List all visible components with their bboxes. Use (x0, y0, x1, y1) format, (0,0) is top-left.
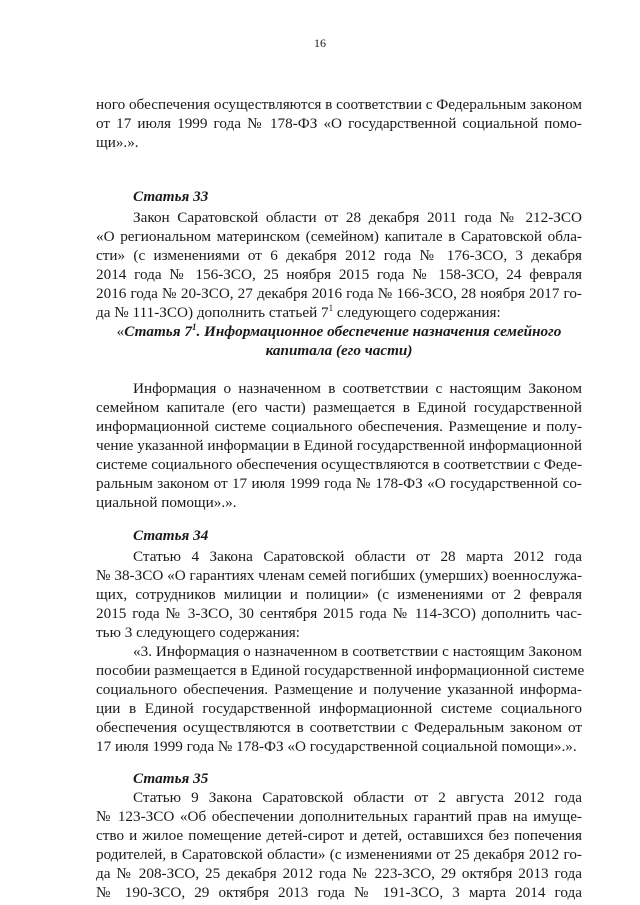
article-7-1-title-sup: 1 (191, 322, 197, 332)
article-7-1-para-line-4: чение указанной информации в Единой государственной информационной (96, 437, 582, 454)
article-35-line-1: Статью 9 Закона Саратовской области от 2 августа 2012 года (133, 789, 582, 806)
article-34-quote-line-1: «3. Информация о назначенном в соответствии с настоящим Законом (133, 643, 582, 660)
article-33-line-3: сти» (с изменениями от 6 декабря 2012 года № 176-ЗСО, 3 декабря (96, 247, 582, 264)
article-34-line-5: тью 3 следующего содержания: (96, 624, 300, 641)
intro-line-2: от 17 июля 1999 года № 178-ФЗ «О государственной социальной помо- (96, 115, 582, 132)
article-7-1-para-line-7: циальной помощи».». (96, 494, 237, 511)
article-34-line-3: щих, сотрудников милиции и полиции» (с изменениями от 2 февраля (96, 586, 582, 603)
article-7-1-title-a: Статья 7 (124, 323, 192, 340)
article-34-line-2: № 38-ЗСО «О гарантиях членам семей погибших (умерших) военнослужа- (96, 567, 582, 584)
article-35-line-6: № 190-ЗСО, 29 октября 2013 года № 191-ЗСО, 3 марта 2014 года (96, 884, 582, 901)
intro-line-3: щи».». (96, 134, 139, 151)
article-34-quote-line-6: 17 июля 1999 года № 178-ФЗ «О государственной социальной помощи».». (96, 738, 577, 755)
page-number: 16 (314, 36, 326, 50)
article-35-line-3: ство и жилое помещение детей-сирот и детей, оставшихся без попечения (96, 827, 582, 844)
article-7-1-para-line-6: ральным законом от 17 июля 1999 года № 178-ФЗ «О государственной со- (96, 475, 582, 492)
intro-line-1: ного обеспечения осуществляются в соответствии с Федеральным законом (96, 96, 582, 113)
article-33-line-1: Закон Саратовской области от 28 декабря 2011 года № 212-ЗСО (133, 209, 582, 226)
article-7-1-title-b: . Информационное обеспечение назначения семейного (196, 323, 562, 340)
article-34-quote-line-4: ции в Единой государственной информационной системе социального (96, 700, 582, 717)
article-35-line-4: родителей, в Саратовской области» (с изменениями от 25 декабря 2012 го- (96, 846, 582, 863)
article-35-line-2: № 123-ЗСО «Об обеспечении дополнительных гарантий прав на имуще- (96, 808, 582, 825)
article-33-line-4: 2014 года № 156-ЗСО, 25 ноября 2015 года № 158-ЗСО, 24 февраля (96, 266, 582, 283)
article-7-1-para-line-2: семейном капитале (его части) размещается в Единой государственной (96, 399, 582, 416)
article-33-line-6 (96, 304, 582, 322)
article-7-1-title-line-2: капитала (его части) (265, 342, 413, 359)
article-34-heading: Статья 34 (133, 527, 209, 544)
article-34-line-4: 2015 года № 3-ЗСО, 30 сентября 2015 года № 114-ЗСО) дополнить час- (96, 605, 582, 622)
article-33-line-5: 2016 года № 20-ЗСО, 27 декабря 2016 года № 166-ЗСО, 28 ноября 2017 го- (96, 285, 582, 302)
article-7-1-para-line-5: системе социального обеспечения осуществляются в соответствии с Феде- (96, 456, 582, 473)
article-33-line-6-b: следующего содержания: (333, 304, 501, 321)
article-7-1-para-line-3: информационной системе социального обеспечения. Размещение и полу- (96, 418, 582, 435)
article-7-1-title (96, 323, 582, 341)
article-33-heading: Статья 33 (133, 188, 209, 205)
article-34-line-1: Статью 4 Закона Саратовской области от 28 марта 2012 года (133, 548, 582, 565)
article-7-1-title-quote: « (116, 323, 125, 340)
article-33-line-2: «О региональном материнском (семейном) капитале в Саратовской обла- (96, 228, 582, 245)
article-33-line-6-a: да № 111-ЗСО) дополнить статьей 7 (96, 304, 329, 321)
article-34-quote-line-3: социального обеспечения. Размещение и получение указанной информа- (96, 681, 582, 698)
article-7-1-para-line-1: Информация о назначенном в соответствии с настоящим Законом (133, 380, 582, 397)
article-34-quote-line-5: обеспечения осуществляются в соответствии с Федеральным законом от (96, 719, 582, 736)
article-35-line-5: да № 208-ЗСО, 25 декабря 2012 года № 223-ЗСО, 29 октября 2013 года (96, 865, 582, 882)
article-34-quote-line-2: пособии размещается в Единой государственной информационной системе (96, 662, 585, 679)
article-35-heading: Статья 35 (133, 770, 209, 787)
article-33-line-6-sup: 1 (328, 303, 334, 313)
